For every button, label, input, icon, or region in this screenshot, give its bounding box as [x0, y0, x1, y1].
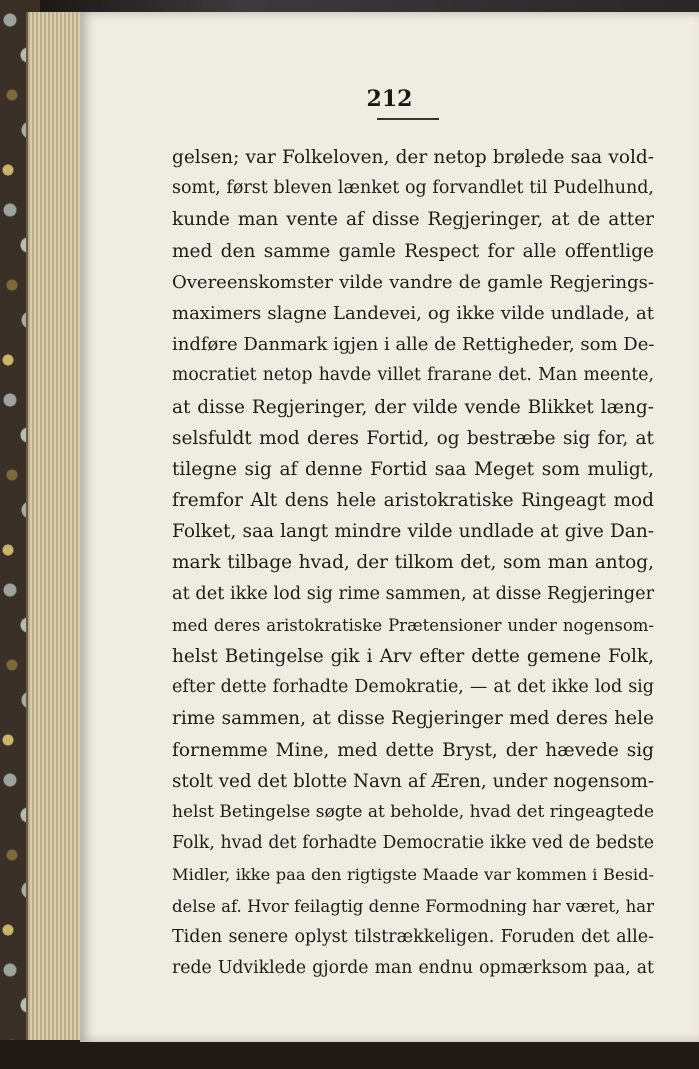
text-line: mark tilbage hvad, der tilkom det, som man antog, [172, 552, 654, 574]
text-line: indføre Danmark igjen i alle de Rettigheder, som De- [172, 334, 655, 356]
page-number: 212 [366, 86, 413, 112]
text-line: helst Betingelse gik i Arv efter dette gemene Folk, [172, 646, 654, 667]
text-line: gelsen; var Folkeloven, der netop brølede saa vold- [172, 147, 654, 168]
text-line: med den samme gamle Respect for alle offentlige [172, 240, 654, 262]
text-line: Tiden senere oplyst tilstrækkeligen. Foruden det alle- [172, 926, 654, 947]
text-line: helst Betingelse søgte at beholde, hvad det ringeagtede [172, 801, 655, 822]
text-line: kunde man vente af disse Regjeringer, at de atter [172, 209, 654, 231]
text-line: at disse Regjeringer, der vilde vende Blikket læng- [172, 396, 654, 418]
text-line: maximers slagne Landevei, og ikke vilde undlade, at [172, 302, 654, 324]
text-line: med deres aristokratiske Prætensioner under nogensom- [172, 615, 654, 635]
text-line: efter dette forhadte Demokratie, — at det ikke lod sig [172, 677, 654, 698]
book-page-edges [26, 12, 84, 1042]
text-line: somt, først bleven lænket og forvandlet til Pudelhund, [172, 178, 654, 199]
text-line: Midler, ikke paa den rigtigste Maade var kommen i Besid- [172, 865, 654, 885]
book-bottom-edge [0, 1040, 699, 1069]
book-page [80, 12, 699, 1042]
text-line: rede Udviklede gjorde man endnu opmærksom paa, at [172, 957, 654, 978]
text-line: rime sammen, at disse Regjeringer med deres hele [172, 708, 654, 730]
text-line: stolt ved det blotte Navn af Æren, under nogensom- [172, 770, 654, 792]
text-line: Folket, saa langt mindre vilde undlade at give Dan- [172, 521, 654, 543]
text-line: mocratiet netop havde villet frarane det. Man meente, [172, 365, 654, 386]
text-line: fornemme Mine, med dette Bryst, der hævede sig [172, 739, 654, 761]
text-line: delse af. Hvor feilagtig denne Formodning har været, har [172, 896, 654, 916]
body-text [172, 142, 654, 984]
page-number-underline [377, 118, 439, 120]
text-line: fremfor Alt dens hele aristokratiske Ringeagt mod [172, 490, 654, 512]
text-line: tilegne sig af denne Fortid saa Meget som muligt, [172, 458, 654, 480]
text-line: Overeenskomster vilde vandre de gamle Regjerings- [172, 271, 654, 293]
text-line: at det ikke lod sig rime sammen, at disse Regjeringer [172, 583, 655, 604]
text-line: selsfuldt mod deres Fortid, og bestræbe sig for, at [172, 427, 654, 449]
text-line: Folk, hvad det forhadte Democratie ikke ved de bedste [172, 833, 654, 854]
